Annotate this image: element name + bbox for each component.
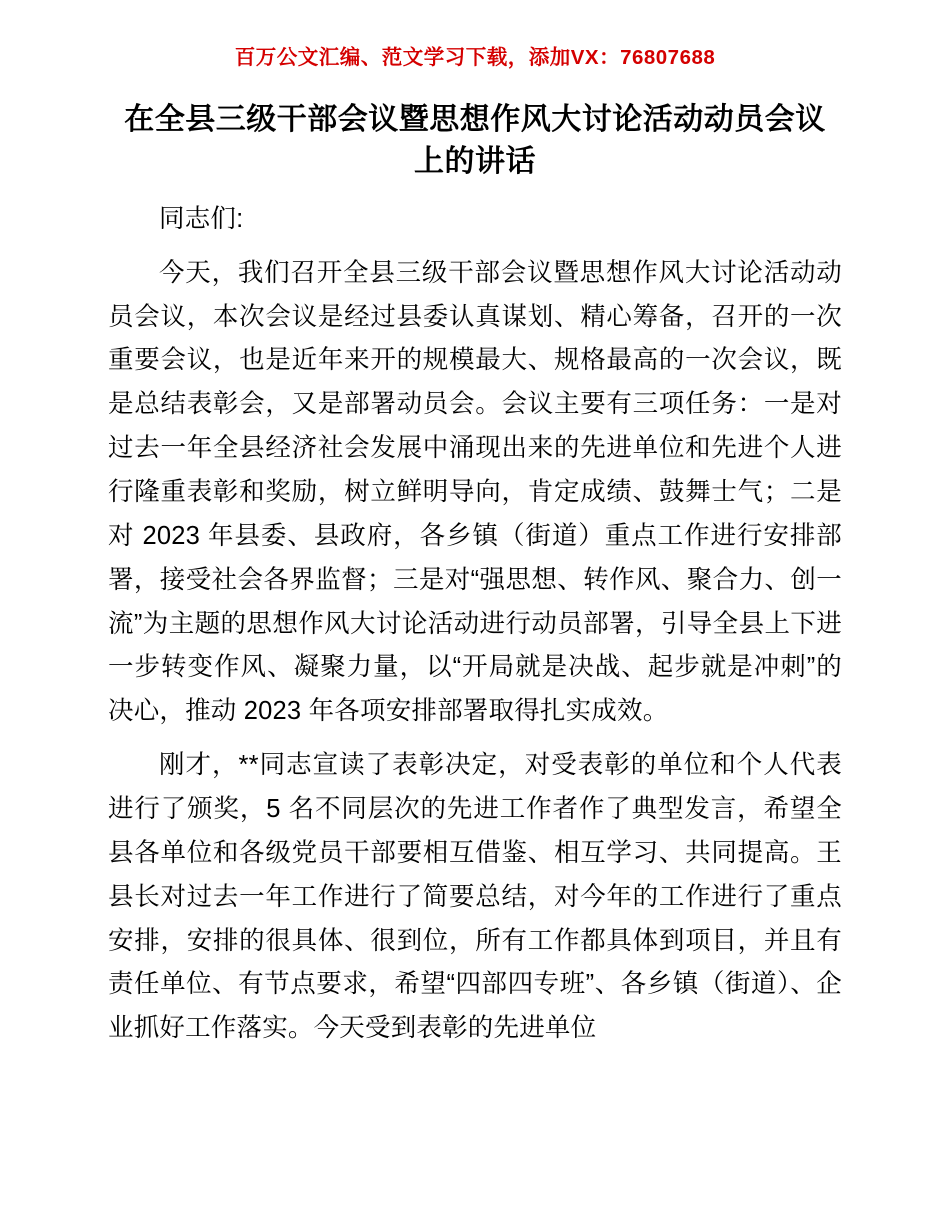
salutation: 同志们:: [159, 204, 244, 233]
promo-banner: 百万公文汇编、范文学习下载，添加VX：76807688: [234, 46, 716, 69]
body-paragraph-2: 刚才，**同志宣读了表彰决定，对受表彰的单位和个人代表进行了颁奖，5 名不同层次的先进工作者作了典型发言，希望全县各单位和各级党员干部要相互借鉴、相互学习、共同提高。王县长对过去一年工作进行了简要总结，对今年的工作进行了重点安排，安排的很具体、很到位，所有工作都具体到项目，并且有责任单位、有节点要求，希望“四部四专班”、各乡镇（街道）、企业抓好工作落实。今天受到表彰的先进单位: [108, 751, 842, 1043]
body-paragraph-1: 今天，我们召开全县三级干部会议暨思想作风大讨论活动动员会议，本次会议是经过县委认真谋划、精心筹备，召开的一次重要会议，也是近年来开的规模最大、规格最高的一次会议，既是总结表彰会，又是部署动员会。会议主要有三项任务：一是对过去一年全县经济社会发展中涌现出来的先进单位和先进个人进行隆重表彰和奖励，树立鲜明导向，肯定成绩、鼓舞士气；二是对 2023 年县委、县政府，各乡镇（街道）重点工作进行安排部署，接受社会各界监督；三是对“强思想、转作风、聚合力、创一流”为主题的思想作风大讨论活动进行动员部署，引导全县上下进一步转变作风、凝聚力量，以“开局就是决战、起步就是冲刺”的决心，推动 2023 年各项安排部署取得扎实成效。: [108, 258, 842, 726]
page-title: 在全县三级干部会议暨思想作风大讨论活动动员会议上的讲话: [124, 102, 826, 179]
